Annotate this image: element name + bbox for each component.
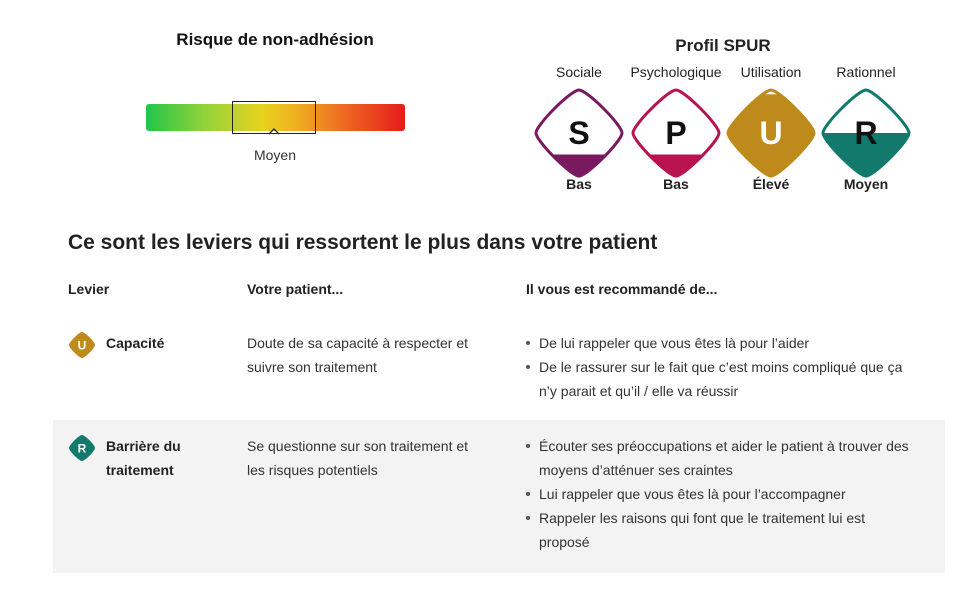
spur-category-label: Sociale xyxy=(556,64,602,80)
recommendation-text: De le rassurer sur le fait que c’est moins compliqué que ça xyxy=(539,359,903,375)
column-header-recommended: Il vous est recommandé de... xyxy=(526,281,718,297)
rationnel-badge-icon xyxy=(68,434,96,462)
lever-icon-letter: U xyxy=(77,338,87,353)
spur-badge-u xyxy=(726,88,816,178)
spur-badge-r xyxy=(821,88,911,178)
spur-badge-letter: S xyxy=(568,115,590,151)
column-header-lever: Levier xyxy=(68,281,110,297)
recommendation-text: Lui rappeler que vous êtes là pour l’accompagner xyxy=(539,486,846,502)
spur-profile-title: Profil SPUR xyxy=(675,36,771,55)
lever-label: traitement xyxy=(106,462,174,478)
patient-text: suivre son traitement xyxy=(247,359,377,375)
recommendation-item xyxy=(524,355,944,403)
spur-badge-letter: R xyxy=(854,115,878,151)
caret-up-icon xyxy=(268,127,280,135)
patient-text: Doute de sa capacité à respecter et xyxy=(247,335,469,351)
recommendation-item xyxy=(524,482,944,506)
spur-badge-letter: P xyxy=(665,115,687,151)
lever-label: Barrière du xyxy=(106,438,181,454)
recommendation-item xyxy=(524,434,944,482)
spur-level-fill xyxy=(534,155,624,179)
recommendation-item xyxy=(524,506,944,554)
lever-icon-letter: R xyxy=(77,441,87,456)
spur-category-label: Psychologique xyxy=(630,64,722,80)
recommendation-text: moyens d’atténuer ses craintes xyxy=(539,462,733,478)
spur-category-label: Rationnel xyxy=(836,64,896,80)
risk-title: Risque de non-adhésion xyxy=(176,30,374,49)
lever-label: Capacité xyxy=(106,335,165,351)
spur-level-label: Élevé xyxy=(752,176,790,192)
recommendation-text: proposé xyxy=(539,534,590,550)
spur-level-fill xyxy=(631,155,721,179)
utilisation-badge-icon xyxy=(68,331,96,359)
column-header-patient: Votre patient... xyxy=(247,281,344,297)
spur-badge-s xyxy=(534,88,624,178)
patient-text: Se questionne sur son traitement et xyxy=(247,438,469,454)
spur-category-label: Utilisation xyxy=(740,64,802,80)
recommendation-text: Écouter ses préoccupations et aider le patient à trouver des xyxy=(539,438,909,454)
recommendation-text: Rappeler les raisons qui font que le traitement lui est xyxy=(539,510,866,526)
spur-level-label: Bas xyxy=(663,176,689,192)
spur-level-label: Bas xyxy=(566,176,592,192)
levers-headline: Ce sont les leviers qui ressortent le plus dans votre patient xyxy=(68,231,658,254)
spur-badge-p xyxy=(631,88,721,178)
recommendation-text: n’y parait et qu’il / elle va réussir xyxy=(539,383,739,399)
recommendation-text: De lui rappeler que vous êtes là pour l’aider xyxy=(539,335,810,351)
risk-level-label: Moyen xyxy=(253,147,297,163)
patient-text: les risques potentiels xyxy=(247,462,378,478)
recommendation-item xyxy=(524,331,944,355)
spur-level-label: Moyen xyxy=(843,176,889,192)
spur-badge-letter: U xyxy=(759,115,783,151)
